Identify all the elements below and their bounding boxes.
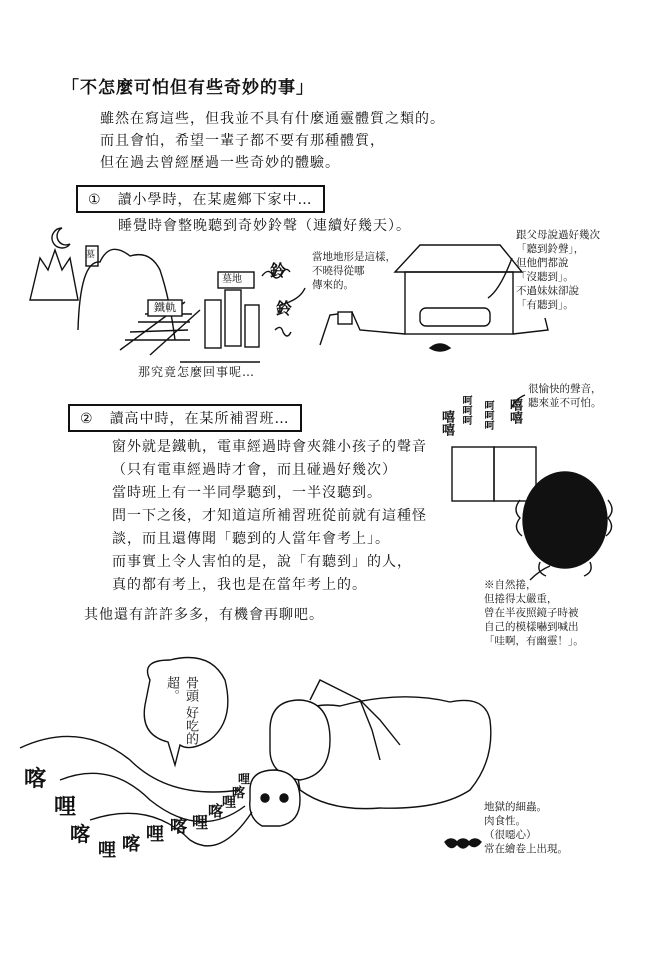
moon-icon [52,228,70,248]
curly-hair-figure [523,472,607,568]
intro-line: 雖然在寫這些，但我並不具有什麼通靈體質之類的。 [100,111,445,127]
arrow-parents [488,258,512,298]
note-line: 跟父母說過好幾次 [516,229,600,241]
note-line: 地獄的細蟲。 [484,801,547,813]
intro-line: 但在過去曾經歷過一些奇妙的體驗。 [100,155,340,171]
note-line: 曾在半夜照鏡子時被 [484,607,579,619]
house-body [405,272,513,334]
note-line: （很噁心） [484,829,537,841]
crunch-sfx: 喀 [232,786,246,801]
section1-heading [76,185,325,213]
grave-stone [205,300,221,348]
body-line: 談，而且還傳聞「聽到的人當年會考上」。 [112,531,390,547]
crunch-sfx: 哩 [146,824,164,845]
note-line: 傳來的。 [312,279,354,291]
cat [430,344,450,351]
note-line: 不曉得從哪 [312,265,365,277]
crunch-sfx: 喀 [122,834,140,855]
grave-stone [225,290,241,346]
note-line: 常在繪卷上出現。 [484,843,568,855]
note-curly-hair [484,578,584,648]
note-line: 「哇啊，有幽靈！」。 [484,635,584,647]
dog-head [270,700,330,780]
note-line: 但他們都說 [516,257,569,269]
body-line: 窗外就是鐵軌，電車經過時會夾雜小孩子的聲音 [112,439,427,455]
note-terrain [312,250,396,292]
note-line: 「聽到鈴聲」， [516,243,585,255]
bubble-line: 好吃的超 [164,676,198,746]
note-line: 不過妹妹卻說 [516,285,579,297]
label-graveyard: 墓地 [222,274,242,285]
page-title: 「不怎麼可怕但有些奇妙的事」 [62,78,314,98]
crunch-sfx: 哩 [222,795,236,811]
section2-body [112,436,427,597]
bell-sfx: 鈴 [270,261,287,280]
note-voice [528,382,602,410]
crunch-sfx: 哩 [98,840,116,861]
house-ground [320,312,548,345]
laugh-sfx: 嘻嘻 [439,410,454,436]
laugh-sfx: 嘻嘻 [507,398,522,424]
note-line: ※自然捲， [484,579,537,591]
trees-left [30,250,78,300]
section1-heading-text: 讀小學時，在某處鄉下家中… [117,192,313,208]
body-line: 當時班上有一半同學聽到，一半沒聽到。 [112,485,382,501]
laugh-sfx: 呵呵呵 [460,395,471,425]
note-line: 「沒聽到」。 [516,271,574,283]
note-parents [516,228,600,312]
worm-note [484,800,568,856]
body-line: （只有電車經過時才會，而且碰過好幾次） [112,462,397,478]
bubble-line: 。 [164,689,179,702]
crunch-sfx: 喀 [70,822,90,846]
crunch-sfx: 哩 [54,795,77,820]
note-line: 自己的模樣嚇到喊出 [484,621,579,633]
body-line: 真的都有考上，我也是在當年考上的。 [112,577,367,593]
bubble-line: 骨頭 [183,676,198,702]
note-line: 當地地形是這樣， [312,251,396,263]
crunch-sfx: 喀 [208,802,224,820]
closing-line: 其他還有許許多多，有機會再聊吧。 [84,607,324,623]
house-sign [338,312,352,324]
window-frame [452,447,494,501]
house-roof [395,245,522,272]
futon [420,308,490,326]
forest [78,249,175,340]
label-grave: 墓 [86,250,96,260]
crunch-sfx: 喀 [170,817,187,837]
skull [250,770,300,826]
section2-heading-text: 讀高中時，在某所補習班… [109,411,290,427]
grave-stone [245,305,259,347]
crunch-sfx: 哩 [192,813,209,832]
crunch-sfx: 喀 [24,767,47,792]
laugh-sfx: 呵呵呵 [482,400,493,430]
note-line: 但捲得太嚴重， [484,593,558,605]
crunch-sfx: 哩 [238,772,251,786]
note-line: 聽來並不可怕。 [528,397,602,409]
note-line: 肉食性。 [484,815,526,827]
bell-sfx: 鈴 [276,299,293,318]
section2-heading [68,404,302,432]
note-line: 很愉快的聲音， [528,383,602,395]
body-line: 問一下之後，才知道這所補習班從前就有這種怪 [112,508,427,524]
section1-number: ① [88,192,102,208]
worm-icon [445,839,481,848]
intro-line: 而且會怕，希望一輩子都不要有那種體質， [100,133,385,149]
section1-subtitle: 睡覺時會整晚聽到奇妙鈴聲（連續好幾天）。 [118,218,411,234]
section2-number: ② [80,411,94,427]
note-line: 「有聽到」。 [516,299,574,311]
section1-caption: 那究竟怎麼回事呢… [138,365,256,379]
body-line: 而事實上令人害怕的是，說「有聽到」的人， [112,554,412,570]
label-railway: 鐵軌 [154,301,176,314]
dog-bubble-text [162,676,200,746]
